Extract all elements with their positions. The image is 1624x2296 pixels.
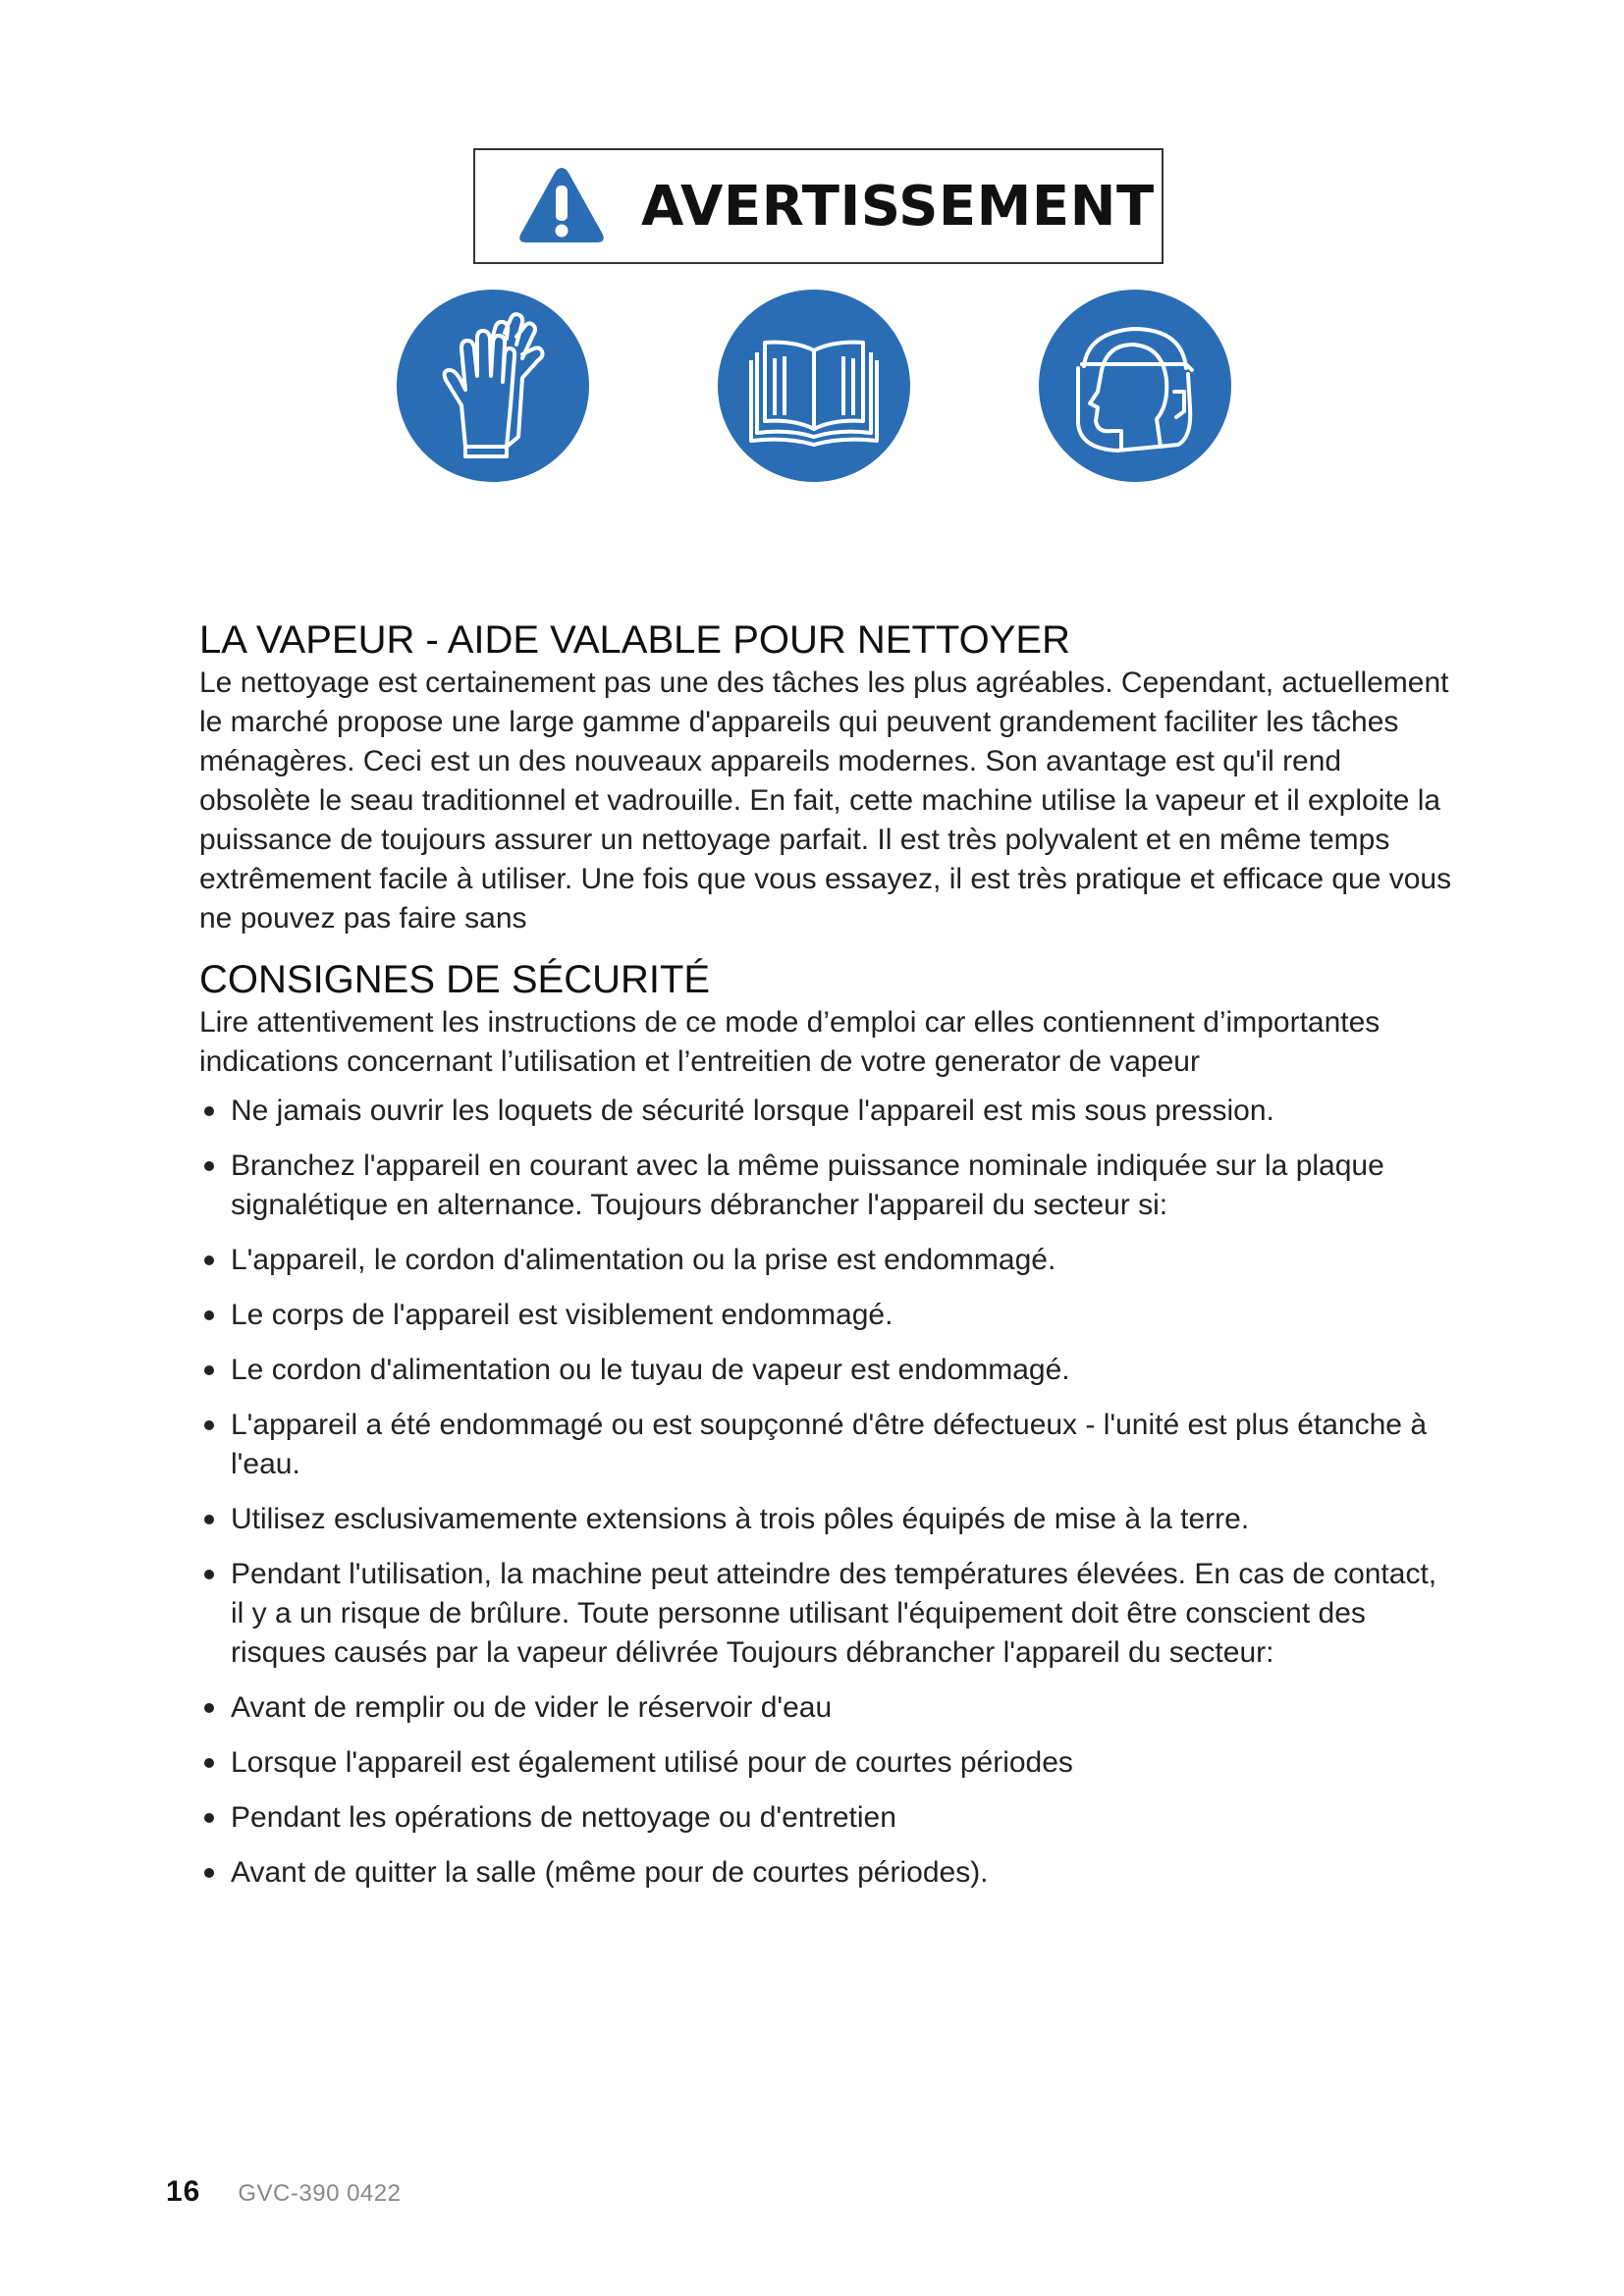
page-footer: [166, 2175, 401, 2209]
section-title-safety: CONSIGNES DE SÉCURITÉ: [199, 958, 711, 1001]
list-item: Pendant les opérations de nettoyage ou d'entretien: [199, 1798, 1456, 1838]
list-item: Branchez l'appareil en courant avec la même puissance nominale indiquée sur la plaque signalétique en alternance. Toujours débrancher l'appareil du secteur si:: [199, 1147, 1456, 1225]
list-item: Utilisez esclusivamemente extensions à trois pôles équipés de mise à la terre.: [199, 1500, 1456, 1539]
list-item: Ne jamais ouvrir les loquets de sécurité lorsque l'appareil est mis sous pression.: [199, 1092, 1456, 1131]
document-code: GVC-390 0422: [238, 2180, 402, 2207]
main-content: [199, 616, 1456, 1908]
list-item: Avant de quitter la salle (même pour de courtes périodes).: [199, 1853, 1456, 1893]
safety-bullet-list: [199, 1092, 1456, 1893]
list-item: L'appareil a été endommagé ou est soupçonné d'être défectueux - l'unité est plus étanche à l'eau.: [199, 1406, 1456, 1484]
safety-pictograms: [0, 290, 1624, 486]
section-intro-safety: Lire attentivement les instructions de ce mode d’emploi car elles contiennent d’importantes indications concernant l’utilisation et l’entreitien de votre generator de vapeur: [199, 1006, 1380, 1078]
list-item: L'appareil, le cordon d'alimentation ou la prise est endommagé.: [199, 1241, 1456, 1280]
manual-icon: [718, 290, 910, 482]
section-body-steam-cleaning: Le nettoyage est certainement pas une des tâches les plus agréables. Cependant, actuellement le marché propose une large gamme d'appareils qui peuvent grandement faciliter les tâches ménagères. Ceci est un des nouveaux appareils modernes. Son avantage est qu'il rend obsolète le seau traditionnel et vadrouille. En fait, cette machine utilise la vapeur et il exploite la puissance de toujours assurer un nettoyage parfait. Il est très polyvalent et en même temps extrêmement facile à utiliser. Une fois que vous essayez, il est très pratique et efficace que vous ne pouvez pas faire sans: [199, 667, 1452, 934]
warning-label: AVERTISSEMENT: [641, 175, 1155, 239]
list-item: Lorsque l'appareil est également utilisé pour de courtes périodes: [199, 1743, 1456, 1783]
gloves-icon: [397, 290, 589, 482]
warning-banner: [473, 148, 1164, 264]
face-shield-icon: [1039, 290, 1231, 482]
section-title-steam-cleaning: LA VAPEUR - AIDE VALABLE POUR NETTOYER: [199, 618, 1070, 662]
list-item: Le corps de l'appareil est visiblement endommagé.: [199, 1296, 1456, 1335]
warning-triangle-icon: [516, 164, 607, 246]
list-item: Le cordon d'alimentation ou le tuyau de vapeur est endommagé.: [199, 1351, 1456, 1390]
page-number: 16: [166, 2175, 201, 2208]
list-item: Avant de remplir ou de vider le réservoir d'eau: [199, 1688, 1456, 1728]
list-item: Pendant l'utilisation, la machine peut atteindre des températures élevées. En cas de contact, il y a un risque de brûlure. Toute personne utilisant l'équipement doit être conscient des risques causés par la vapeur délivrée Toujours débrancher l'appareil du secteur:: [199, 1555, 1456, 1673]
